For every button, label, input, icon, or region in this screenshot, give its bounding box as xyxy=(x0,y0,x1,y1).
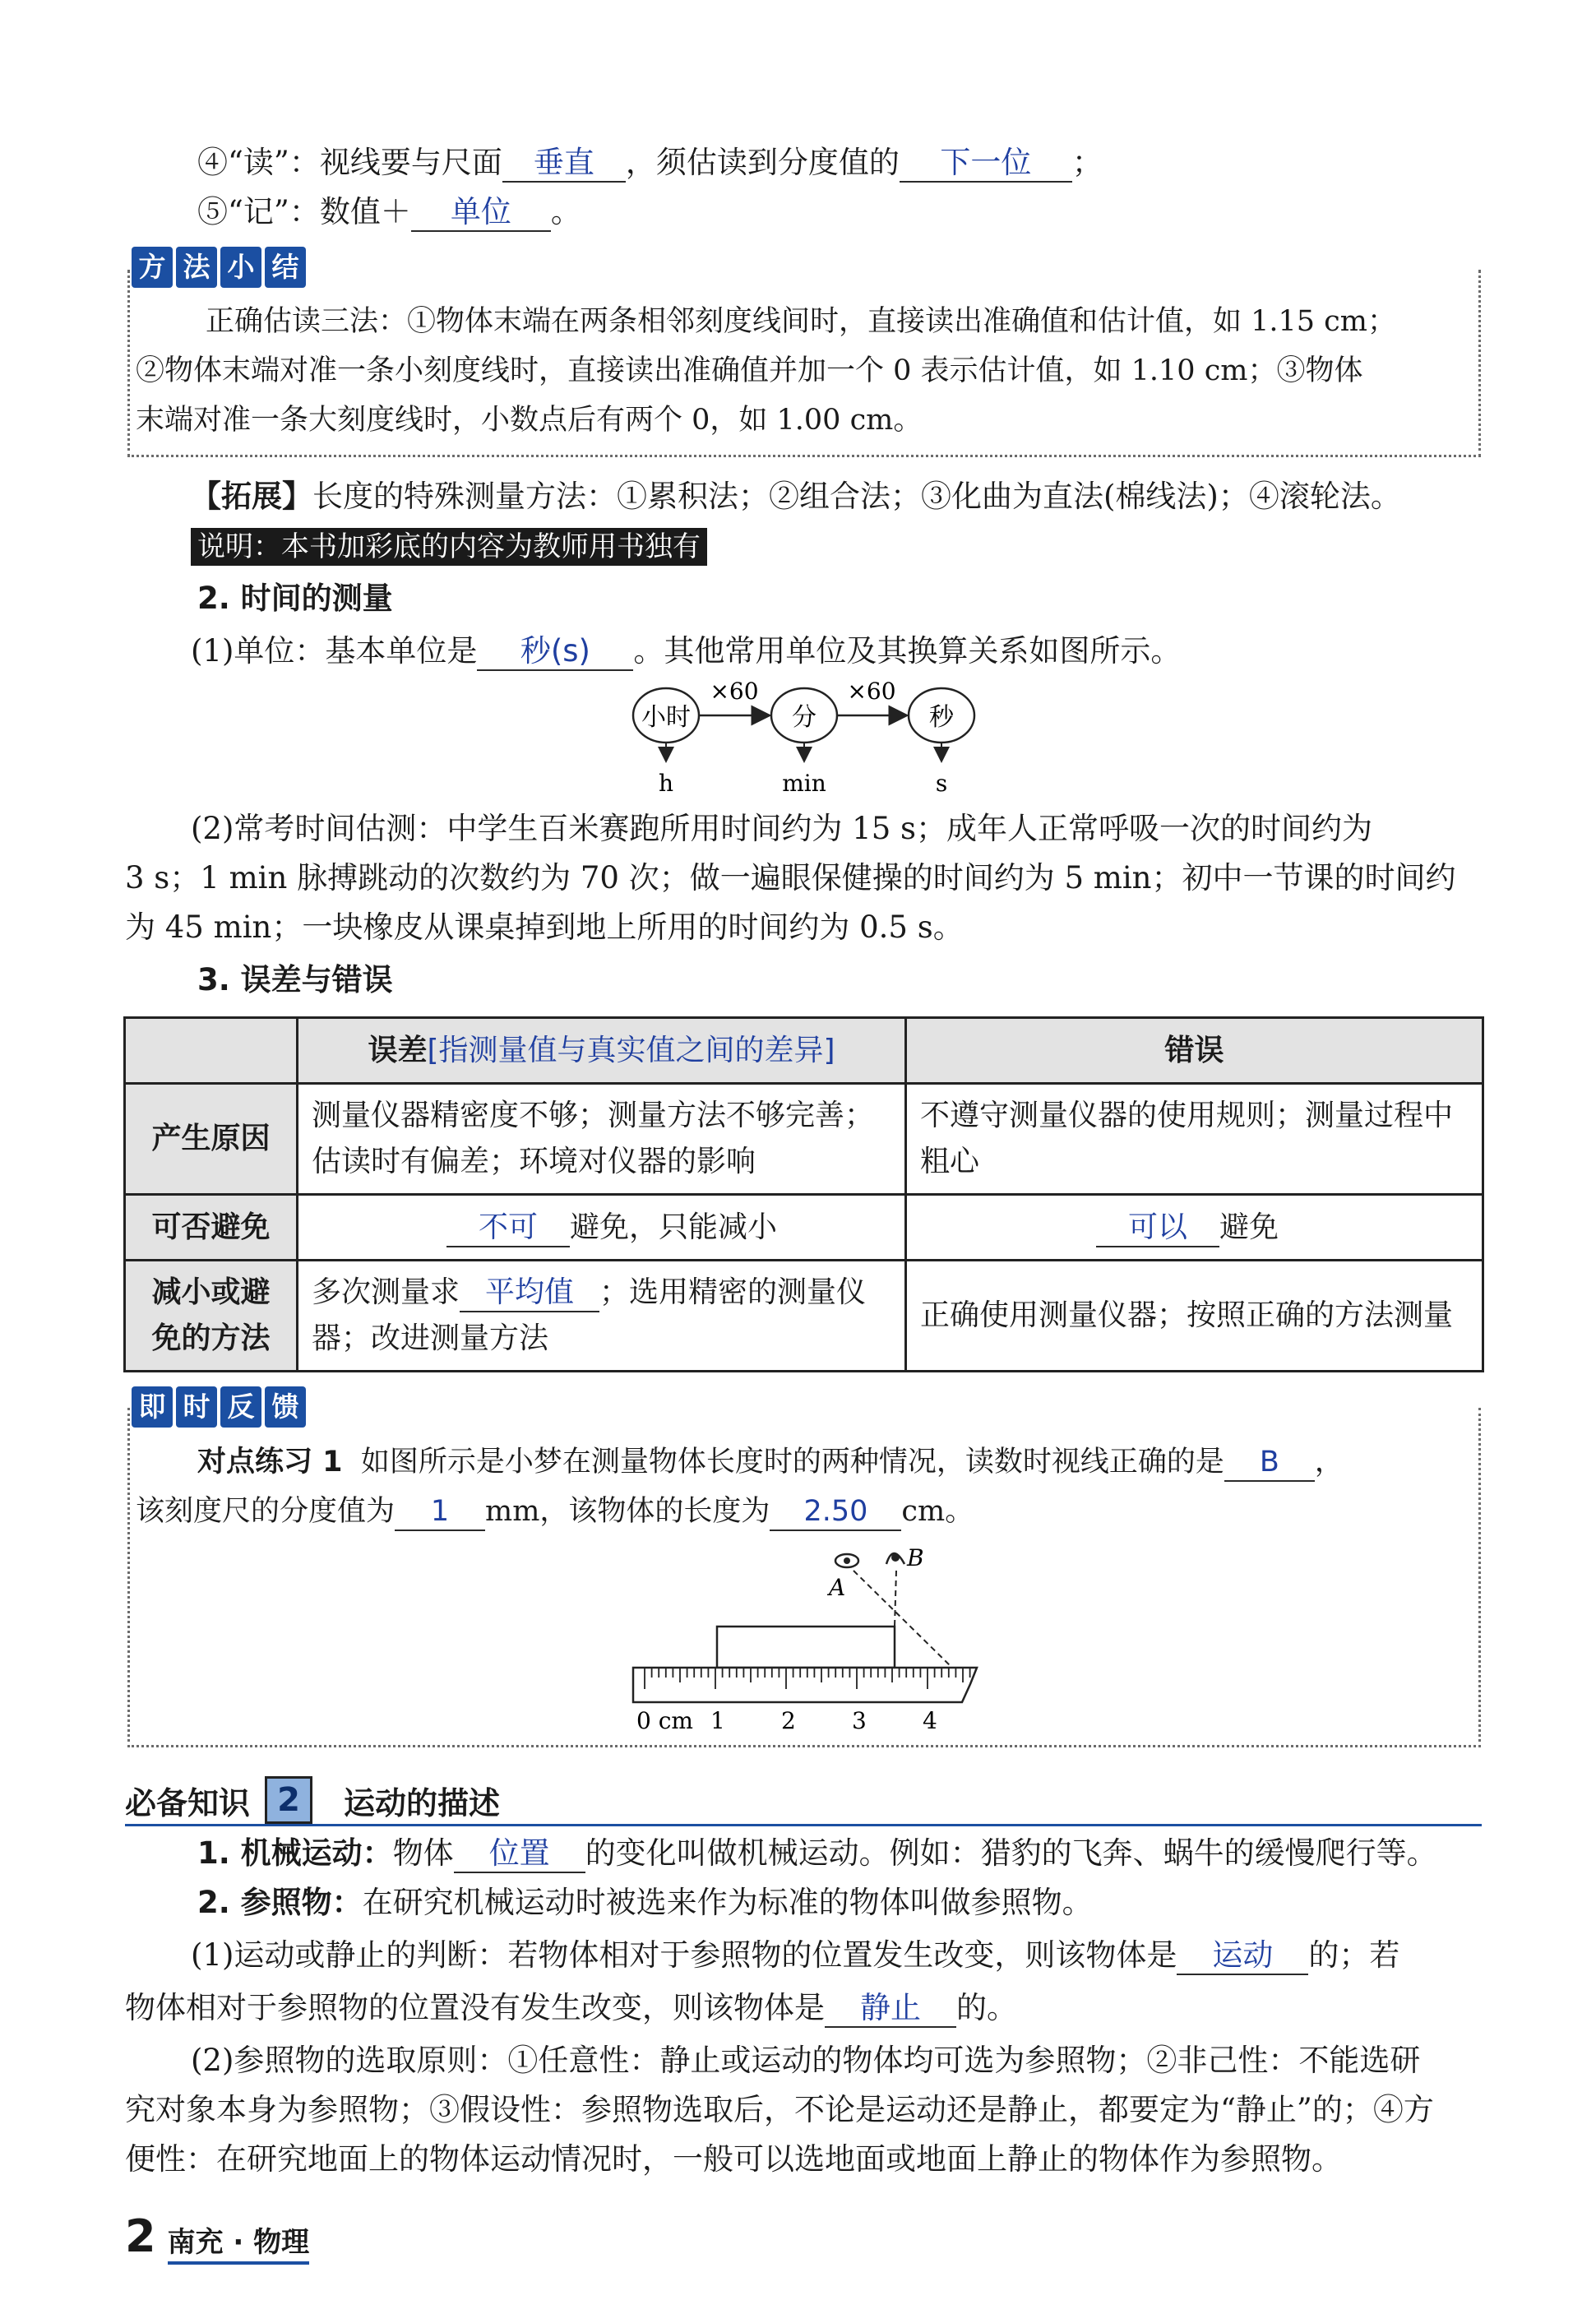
answer-blank: 平均值 xyxy=(460,1275,599,1312)
principle-line: 便性：在研究地面上的物体运动情况时，一般可以选地面或地面上静止的物体作为参照物。 xyxy=(125,2141,1342,2177)
section-label: 必备知识 xyxy=(125,1784,251,1821)
unit-symbol: s xyxy=(935,770,948,797)
line-text: 的；若 xyxy=(1308,1937,1400,1973)
error-table xyxy=(123,1016,1484,1372)
eye-a-icon xyxy=(835,1554,858,1567)
ruler-figure xyxy=(625,1538,1003,1735)
line-record-text: 。 xyxy=(550,194,581,229)
row-header: 减小或避免的方法 xyxy=(125,1261,298,1372)
question-text: mm，该物体的长度为 xyxy=(485,1495,770,1528)
tag-char: 结 xyxy=(265,247,306,288)
time-estimate-line: (2)常考时间估测：中学生百米赛跑所用时间约为 15 s；成年人正常呼吸一次的时间约为 xyxy=(191,811,1372,846)
table-cell xyxy=(125,1018,298,1084)
footer xyxy=(125,2210,309,2265)
book-title: 南充 · 物理 xyxy=(168,2219,310,2265)
line-record xyxy=(197,191,581,234)
cell-text: 避免，只能减小 xyxy=(570,1210,778,1244)
ruler-label: 0 cm xyxy=(636,1707,693,1734)
answer-blank: 垂直 xyxy=(502,145,626,183)
table-header: 错误 xyxy=(906,1018,1483,1084)
time-unit-text: 。其他常用单位及其换算关系如图所示。 xyxy=(633,633,1182,669)
line-text: 在研究机械运动时被选来作为标准的物体叫做参照物。 xyxy=(362,1885,1093,1920)
row-header: 产生原因 xyxy=(125,1084,298,1195)
question-text: 如图所示是小梦在测量物体长度时的两种情况，读数时视线正确的是 xyxy=(360,1446,1224,1479)
answer-blank: 不可 xyxy=(446,1210,570,1247)
line-text: 物体 xyxy=(392,1835,454,1871)
exercise-label: 对点练习 1 xyxy=(197,1446,343,1479)
factor-label: ×60 xyxy=(847,678,896,705)
time-unit-text: (1)单位：基本单位是 xyxy=(191,633,478,669)
reference-line xyxy=(197,1881,1093,1924)
time-estimate-line: 为 45 min；一块橡皮从课桌掉到地上所用的时间约为 0.5 s。 xyxy=(125,909,964,945)
line-text: 物体相对于参照物的位置没有发生改变，则该物体是 xyxy=(125,1990,825,2025)
eye-b-icon xyxy=(886,1553,904,1564)
tag-char: 小 xyxy=(220,247,261,288)
node-second-label: 秒 xyxy=(929,703,954,732)
table-row xyxy=(125,1195,1483,1261)
time-unit-line xyxy=(191,630,1181,673)
section-divider xyxy=(125,1824,1482,1826)
ruler xyxy=(633,1668,977,1702)
answer-blank: 2.50 xyxy=(770,1493,901,1531)
expand-label: 【拓展】 xyxy=(191,479,312,514)
answer-blank: 秒(s) xyxy=(477,633,633,671)
section-title: 运动的描述 xyxy=(344,1784,501,1821)
expand-line xyxy=(191,475,1401,518)
line-read-text: ④“读”：视线要与尺面 xyxy=(197,145,502,180)
tag-char: 时 xyxy=(176,1386,217,1428)
ruler-label: 4 xyxy=(923,1707,937,1734)
section-number: 2 xyxy=(265,1776,312,1824)
table-cell: 不遵守测量仪器的使用规则；测量过程中粗心 xyxy=(906,1084,1483,1195)
table-cell: 测量仪器精密度不够；测量方法不够完善；估读时有偏差；环境对仪器的影响 xyxy=(298,1084,906,1195)
factor-label: ×60 xyxy=(710,678,759,705)
ruler-label: 2 xyxy=(781,1707,796,1734)
section-header xyxy=(125,1776,500,1824)
header-note: [指测量值与真实值之间的差异] xyxy=(427,1033,835,1067)
method-line: 正确估读三法：①物体末端在两条相邻刻度线间时，直接读出准确值和估计值，如 1.15 cm； xyxy=(206,305,1396,338)
answer-blank: 下一位 xyxy=(900,145,1072,183)
header-label: 误差 xyxy=(368,1033,428,1067)
expand-text: 长度的特殊测量方法：①累积法；②组合法；③化曲为直法(棉线法)；④滚轮法。 xyxy=(312,479,1401,514)
line-text: 的。 xyxy=(956,1990,1017,2025)
unit-symbol: min xyxy=(782,770,826,797)
table-cell xyxy=(906,1195,1483,1261)
table-row xyxy=(125,1084,1483,1195)
method-line: 末端对准一条大刻度线时，小数点后有两个 0，如 1.00 cm。 xyxy=(136,404,923,437)
feedback-question-line xyxy=(136,1490,974,1533)
answer-blank: 单位 xyxy=(411,194,551,232)
ruler-label: 3 xyxy=(852,1707,867,1734)
answer-blank: 可以 xyxy=(1096,1210,1219,1247)
line-read xyxy=(197,141,1103,184)
page-number: 2 xyxy=(125,2210,156,2262)
eye-b-label: B xyxy=(907,1544,924,1571)
answer-blank: 位置 xyxy=(454,1835,585,1873)
judge-line xyxy=(191,1934,1399,1977)
motion-line xyxy=(197,1832,1437,1875)
time-heading: 2. 时间的测量 xyxy=(197,581,393,616)
time-conversion-diagram xyxy=(625,676,1003,799)
method-line: ②物体末端对准一条小刻度线时，直接读出准确值并加一个 0 表示估计值，如 1.10 cm；③物体 xyxy=(136,354,1363,387)
sight-line-b xyxy=(895,1571,896,1627)
time-estimate-line: 3 s；1 min 脉搏跳动的次数约为 70 次；做一遍眼保健操的时间约为 5 min；初中一节课的时间约 xyxy=(125,860,1456,895)
table-row xyxy=(125,1018,1483,1084)
row-header: 可否避免 xyxy=(125,1195,298,1261)
answer-blank: 静止 xyxy=(825,1990,956,2028)
table-cell xyxy=(298,1195,906,1261)
principle-line: (2)参照物的选取原则：①任意性：静止或运动的物体均可选为参照物；②非己性：不能选研 xyxy=(191,2043,1421,2078)
line-text: 的变化叫做机械运动。例如：猎豹的飞奔、蜗牛的缓慢爬行等。 xyxy=(585,1835,1437,1871)
question-text: 该刻度尺的分度值为 xyxy=(136,1495,396,1528)
unit-symbol: h xyxy=(658,770,674,797)
cell-text: ；选用精密的测量仪器；改进测量方法 xyxy=(312,1275,867,1355)
table-row xyxy=(125,1261,1483,1372)
answer-blank: B xyxy=(1224,1444,1315,1482)
table-cell: 正确使用测量仪器；按照正确的方法测量 xyxy=(906,1261,1483,1372)
ruler-label: 1 xyxy=(710,1707,725,1734)
feedback-question-line: 对点练习 1 如图所示是小梦在测量物体长度时的两种情况，读数时视线正确的是 B ， xyxy=(197,1441,1344,1483)
line-record-text: ⑤“记”：数值＋ xyxy=(197,194,411,229)
eye-a-label: A xyxy=(829,1574,846,1601)
teacher-note: 说明：本书加彩底的内容为教师用书独有 xyxy=(191,528,707,566)
judge-line xyxy=(125,1987,1017,2029)
principle-line: 究对象本身为参照物；③假设性：参照物选取后，不论是运动还是静止，都要定为“静止”的；④方 xyxy=(125,2092,1434,2127)
line-read-text: ； xyxy=(1071,145,1103,180)
table-cell xyxy=(298,1261,906,1372)
measured-object xyxy=(717,1627,895,1668)
tag-char: 馈 xyxy=(265,1386,306,1428)
node-hour-label: 小时 xyxy=(641,703,691,732)
tag-char: 方 xyxy=(132,247,173,288)
cell-text: 避免 xyxy=(1219,1210,1279,1244)
line-read-text: ，须估读到分度值的 xyxy=(625,145,900,180)
question-text: cm。 xyxy=(901,1495,974,1528)
table-header xyxy=(298,1018,906,1084)
cell-text: 多次测量求 xyxy=(312,1275,460,1309)
tag-char: 反 xyxy=(220,1386,261,1428)
term-label: 2. 参照物： xyxy=(197,1885,363,1920)
tag-char: 即 xyxy=(132,1386,173,1428)
line-text: (1)运动或静止的判断：若物体相对于参照物的位置发生改变，则该物体是 xyxy=(191,1937,1177,1973)
answer-blank: 运动 xyxy=(1177,1937,1308,1975)
tag-char: 法 xyxy=(176,247,217,288)
answer-blank: 1 xyxy=(395,1493,485,1531)
node-minute-label: 分 xyxy=(792,703,817,732)
term-label: 1. 机械运动： xyxy=(197,1835,393,1871)
error-heading: 3. 误差与错误 xyxy=(197,962,393,997)
